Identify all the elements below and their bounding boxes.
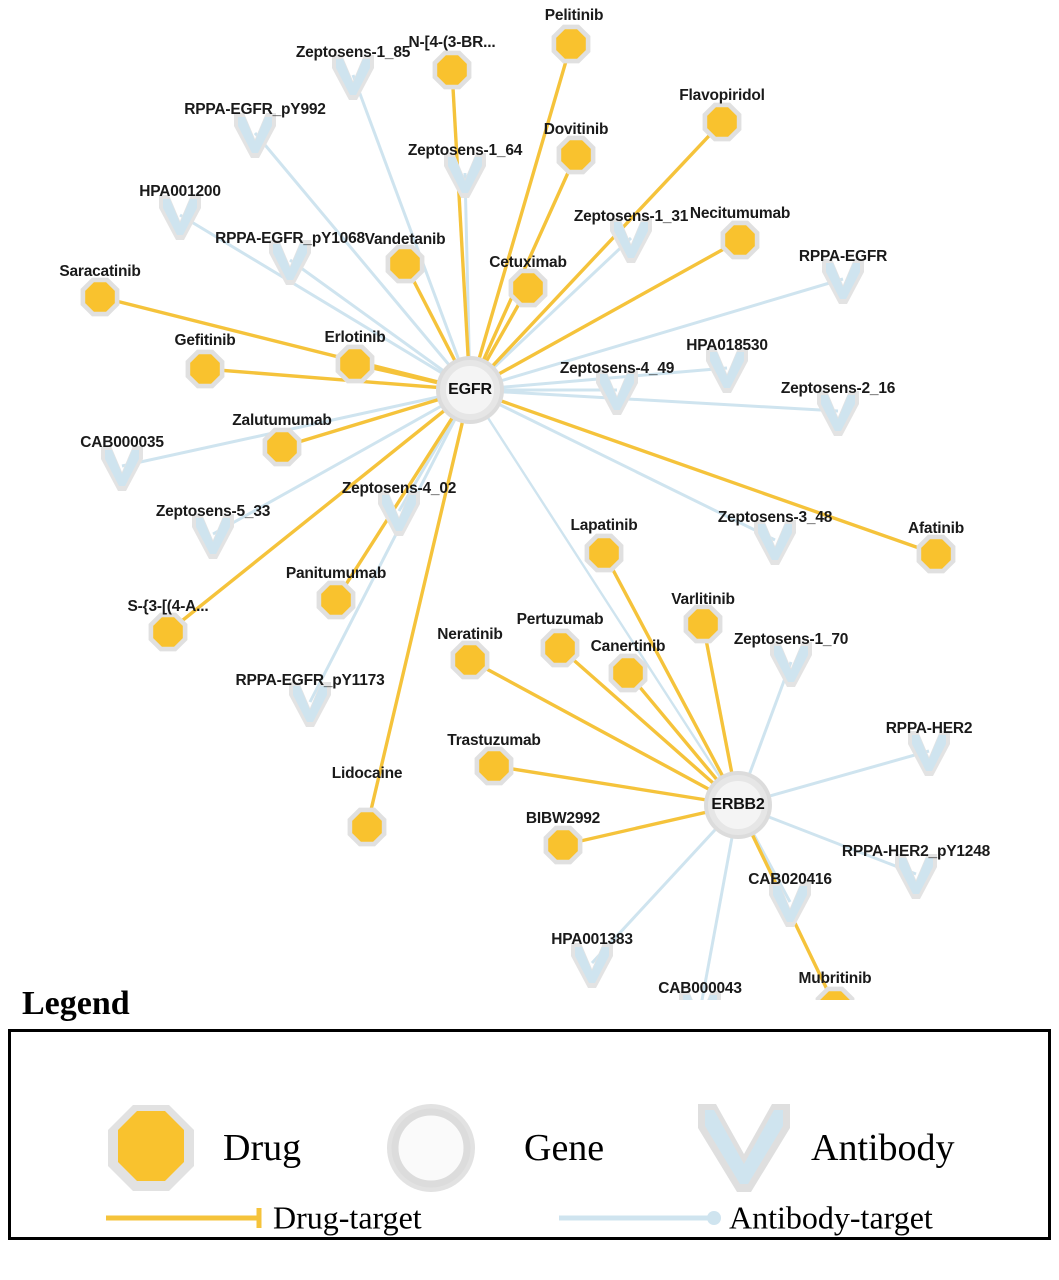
drug-node[interactable]: [609, 654, 648, 693]
antibody-node[interactable]: [571, 943, 613, 988]
antibody-glyph: [293, 686, 327, 722]
drug-label: Lapatinib: [570, 517, 638, 534]
drug-glyph: [556, 29, 586, 59]
edge-antibody-target: [310, 390, 470, 702]
antibody-label: RPPA-HER2_pY1248: [841, 843, 991, 860]
drug-glyph: [153, 617, 183, 647]
drug-label: N-[4-(3-BR...: [408, 34, 496, 51]
drug-node[interactable]: [585, 534, 624, 573]
antibody-label: CAB000043: [658, 980, 742, 997]
drug-node[interactable]: [433, 51, 472, 90]
drug-node[interactable]: [703, 103, 742, 142]
drug-node[interactable]: [451, 641, 490, 680]
drug-node[interactable]: [263, 428, 302, 467]
drug-label: Zalutumumab: [232, 412, 332, 429]
antibody-label: Zeptosens-4_49: [559, 360, 675, 377]
drug-node[interactable]: [149, 613, 188, 652]
legend-label-drug: Drug: [223, 1127, 302, 1169]
antibody-label: RPPA-EGFR_pY1068: [215, 230, 365, 247]
drug-label: Dovitinib: [543, 121, 609, 138]
antibody-glyph: [899, 858, 933, 894]
antibody-glyph: [710, 352, 744, 388]
antibody-glyph: [773, 886, 807, 922]
antibody-label: CAB020416: [748, 871, 832, 888]
drug-glyph: [340, 349, 370, 379]
antibody-glyph: [912, 735, 946, 771]
drug-node[interactable]: [917, 535, 956, 574]
drug-label: Trastuzumab: [447, 732, 541, 749]
drug-glyph: [561, 140, 591, 170]
antibody-label: HPA001383: [551, 931, 633, 948]
drug-node[interactable]: [81, 278, 120, 317]
drug-label: Panitumumab: [285, 565, 387, 582]
antibody-label: Zeptosens-1_31: [573, 208, 689, 225]
antibody-label: Zeptosens-1_85: [295, 44, 411, 61]
drug-label: Afatinib: [907, 520, 965, 537]
legend-gene-icon: [387, 1104, 475, 1192]
drug-glyph: [613, 658, 643, 688]
drug-label: Erlotinib: [324, 329, 386, 346]
legend-title: Legend: [22, 985, 130, 1022]
drug-glyph: [589, 538, 619, 568]
antibody-label: Zeptosens-5_33: [155, 503, 271, 520]
antibody-label: HPA001200: [139, 183, 221, 200]
antibody-label: HPA018530: [686, 337, 768, 354]
drug-label: Flavopiridol: [679, 87, 765, 104]
drug-node[interactable]: [557, 136, 596, 175]
drug-label: Necitumumab: [689, 205, 791, 222]
drug-label: Lidocaine: [331, 765, 403, 782]
drug-node[interactable]: [684, 605, 723, 644]
antibody-glyph: [163, 199, 197, 235]
antibody-glyph: [821, 395, 855, 431]
drug-node[interactable]: [721, 221, 760, 260]
drug-label: S-{3-[(4-A...: [127, 598, 209, 615]
drug-glyph: [479, 751, 509, 781]
drug-glyph: [725, 225, 755, 255]
drug-glyph: [352, 812, 382, 842]
antibody-label: Zeptosens-4_02: [341, 480, 457, 497]
drug-glyph: [921, 539, 951, 569]
antibody-glyph: [105, 450, 139, 486]
drug-label: Saracatinib: [59, 263, 141, 280]
drug-label: Vandetanib: [364, 231, 446, 248]
antibody-glyph: [575, 947, 609, 983]
drug-node[interactable]: [186, 350, 225, 389]
drug-label: Cetuximab: [489, 254, 567, 271]
drug-glyph: [437, 55, 467, 85]
gene-label: ERBB2: [711, 796, 765, 813]
drug-glyph: [390, 249, 420, 279]
antibody-label: Zeptosens-3_48: [717, 509, 833, 526]
drug-node[interactable]: [348, 808, 387, 847]
antibody-label: Zeptosens-1_70: [733, 631, 849, 648]
drug-glyph: [707, 107, 737, 137]
legend: [0, 985, 1059, 1240]
drug-glyph: [688, 609, 718, 639]
antibody-label: Zeptosens-1_64: [407, 142, 523, 159]
drug-node[interactable]: [336, 345, 375, 384]
drug-label: Neratinib: [437, 626, 503, 643]
antibody-node[interactable]: [159, 195, 201, 240]
antibody-glyph: [758, 524, 792, 560]
drug-label: Pertuzumab: [516, 611, 604, 628]
gene-label: EGFR: [448, 381, 492, 398]
drug-glyph: [455, 645, 485, 675]
antibody-label: RPPA-EGFR: [798, 248, 888, 265]
drug-glyph: [513, 273, 543, 303]
legend-box: [8, 1029, 1051, 1240]
legend-drug-icon: [108, 1105, 194, 1191]
drug-glyph: [545, 633, 575, 663]
drug-glyph: [321, 585, 351, 615]
drug-label: Canertinib: [590, 638, 666, 655]
antibody-label: Zeptosens-2_16: [780, 380, 896, 397]
drug-label: Gefitinib: [174, 332, 236, 349]
legend-label-antibody: Antibody: [811, 1127, 955, 1169]
legend-antibody-icon: [698, 1104, 790, 1192]
legend-antibody-edge: [559, 1211, 721, 1225]
antibody-label: RPPA-EGFR_pY992: [184, 101, 326, 118]
legend-label-drug-target: Drug-target: [273, 1199, 422, 1236]
antibody-label: CAB000035: [80, 434, 164, 451]
edge-drug-target: [470, 390, 936, 554]
antibody-node[interactable]: [101, 446, 143, 491]
antibody-label: RPPA-HER2: [885, 720, 973, 737]
drug-glyph: [85, 282, 115, 312]
drug-label: Varlitinib: [671, 591, 735, 608]
legend-label-antibody-target: Antibody-target: [729, 1199, 933, 1236]
edge-drug-target: [367, 390, 470, 827]
drug-label: Mubritinib: [798, 970, 872, 987]
drug-node[interactable]: [541, 629, 580, 668]
antibody-glyph: [826, 263, 860, 299]
drug-node[interactable]: [509, 269, 548, 308]
antibody-label: RPPA-EGFR_pY1173: [235, 672, 385, 689]
drug-label: Pelitinib: [544, 7, 604, 24]
antibody-glyph: [600, 374, 634, 410]
antibody-glyph: [196, 518, 230, 554]
drug-node[interactable]: [552, 25, 591, 64]
drug-node[interactable]: [386, 245, 425, 284]
drug-glyph: [267, 432, 297, 462]
legend-label-gene: Gene: [524, 1127, 605, 1169]
drug-node[interactable]: [475, 747, 514, 786]
drug-glyph: [190, 354, 220, 384]
drug-glyph: [548, 830, 578, 860]
drug-label: BIBW2992: [525, 810, 601, 827]
drug-node[interactable]: [317, 581, 356, 620]
drug-node[interactable]: [544, 826, 583, 865]
legend-drug-edge: [106, 1208, 259, 1228]
